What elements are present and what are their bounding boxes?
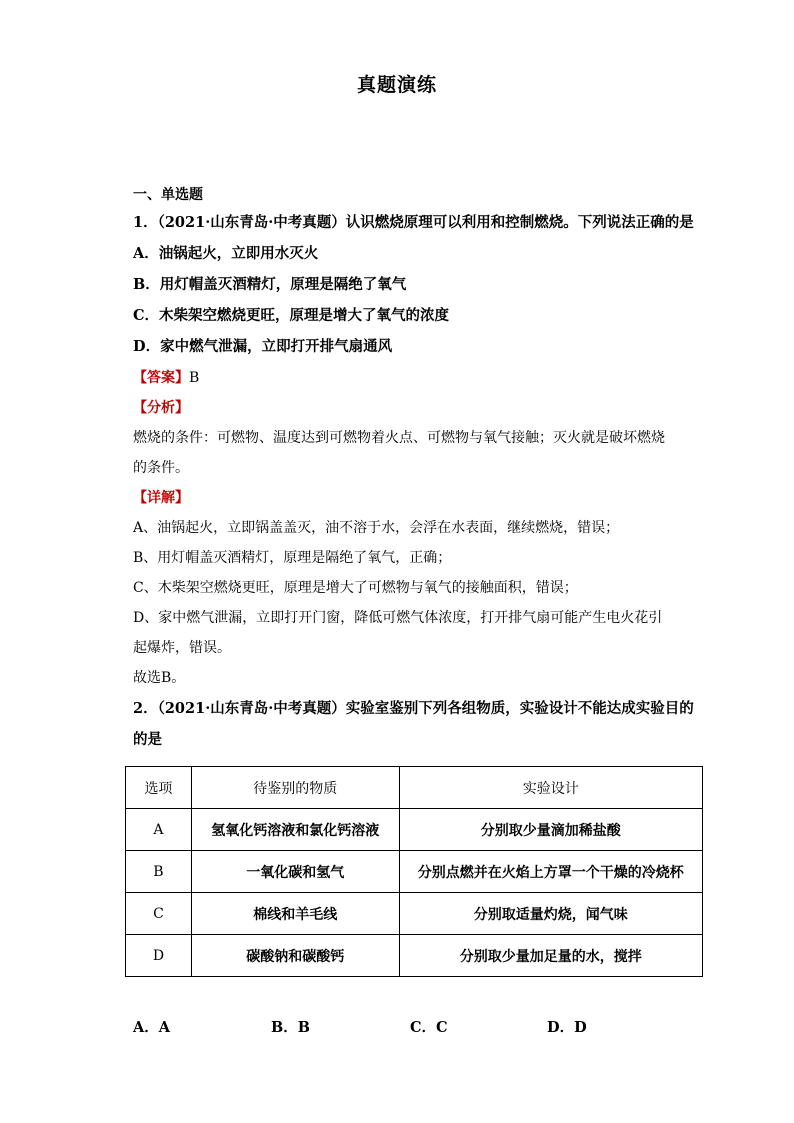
table-cell: D (126, 935, 192, 977)
answer-tag: 【答案】 (133, 370, 189, 386)
question-content (133, 183, 694, 755)
section-heading: 一、单选题 (133, 187, 203, 203)
detail-line: 起爆炸，错误。 (133, 640, 231, 656)
table-row (126, 851, 703, 893)
answer-value: B (189, 370, 200, 386)
table-cell: 一氧化碳和氢气 (191, 851, 399, 893)
table-header-row (126, 767, 703, 809)
table-cell: 分别点燃并在火焰上方罩一个干燥的冷烧杯 (399, 851, 702, 893)
table-cell: 分别取适量灼烧，闻气味 (399, 893, 702, 935)
table-row (126, 935, 703, 977)
table-cell: 分别取少量加足量的水，搅拌 (399, 935, 702, 977)
detail-line: C、木柴架空燃烧更旺，原理是增大了可燃物与氧气的接触面积，错误； (133, 580, 578, 596)
table-cell: 碳酸钠和碳酸钙 (191, 935, 399, 977)
table-cell: B (126, 851, 192, 893)
page-title: 真题演练 (356, 74, 437, 96)
choice-a: A．A (133, 1019, 171, 1036)
analysis-tag: 【分析】 (133, 400, 189, 416)
table-cell: 分别取少量滴加稀盐酸 (399, 809, 702, 851)
table-cell: 氢氧化钙溶液和氯化钙溶液 (191, 809, 399, 851)
detail-line: D、家中燃气泄漏，立即打开门窗，降低可燃气体浓度，打开排气扇可能产生电火花引 (133, 610, 663, 626)
table-cell: 棉线和羊毛线 (191, 893, 399, 935)
question-1-option-a: A．油锅起火，立即用水灭火 (133, 245, 319, 262)
table-header-cell: 实验设计 (399, 767, 702, 809)
question-1-option-c: C．木柴架空燃烧更旺，原理是增大了氧气的浓度 (133, 307, 450, 324)
analysis-line: 燃烧的条件：可燃物、温度达到可燃物着火点、可燃物与氧气接触；灭火就是破坏燃烧 (133, 430, 665, 446)
question-1-stem: 1．（2021·山东青岛·中考真题）认识燃烧原理可以利用和控制燃烧。下列说法正确的是 (133, 214, 694, 231)
table-header-cell: 选项 (126, 767, 192, 809)
choice-d: D．D (547, 1019, 587, 1036)
question-2-table (125, 766, 703, 977)
question-1-option-b: B．用灯帽盖灭酒精灯，原理是隔绝了氧气 (133, 276, 407, 293)
detail-tag: 【详解】 (133, 490, 189, 506)
question-1-answer (133, 362, 673, 393)
table-row (126, 809, 703, 851)
question-2-stem-line: 的是 (133, 731, 162, 748)
table-cell: C (126, 893, 192, 935)
table-row (126, 893, 703, 935)
detail-line: B、用灯帽盖灭酒精灯，原理是隔绝了氧气，正确； (133, 550, 452, 566)
question-2-stem-line: 2．（2021·山东青岛·中考真题）实验室鉴别下列各组物质，实验设计不能达成实验目的 (133, 700, 694, 717)
detail-line: 故选B。 (133, 670, 186, 686)
question-1-option-d: D．家中燃气泄漏，立即打开排气扇通风 (133, 338, 393, 355)
detail-line: A、油锅起火，立即锅盖盖灭，油不溶于水，会浮在水表面，继续燃烧，错误； (133, 520, 620, 536)
analysis-line: 的条件。 (133, 460, 189, 476)
choice-c: C．C (410, 1019, 448, 1036)
choice-b: B．B (271, 1019, 311, 1036)
table-header-cell: 待鉴别的物质 (191, 767, 399, 809)
table-cell: A (126, 809, 192, 851)
